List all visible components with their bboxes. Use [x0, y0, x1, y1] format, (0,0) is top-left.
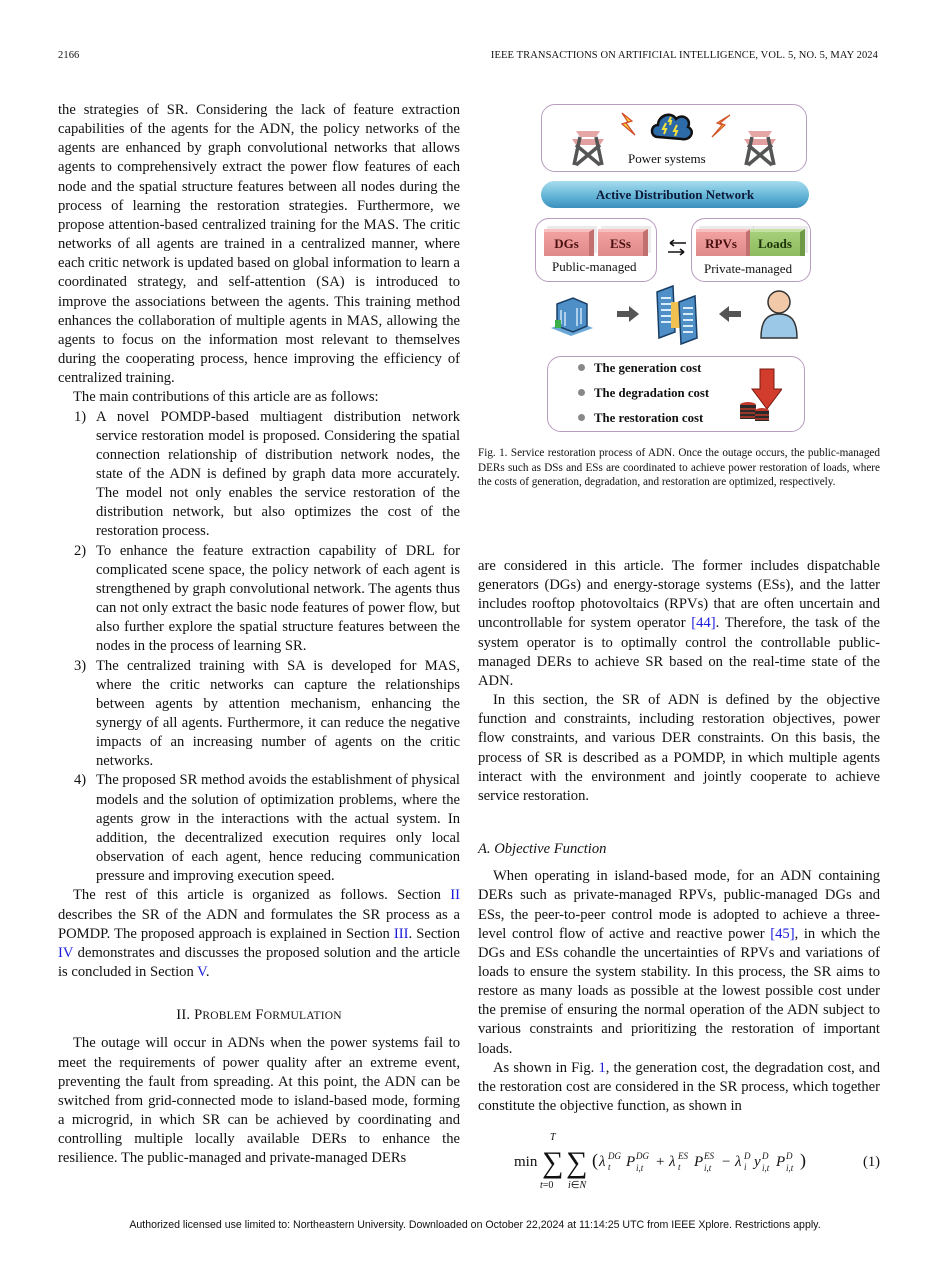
svg-text:D: D	[744, 1151, 751, 1161]
figure-1-link[interactable]: 1	[598, 1059, 606, 1076]
svg-text:P: P	[626, 1154, 636, 1170]
list-number: 4)	[74, 772, 87, 789]
equation-1	[478, 1128, 880, 1190]
objective-function-formula	[514, 1128, 844, 1192]
text: The generation cost	[594, 361, 702, 375]
svg-text:λ: λ	[669, 1154, 676, 1170]
text: .	[205, 964, 210, 981]
svg-text:i,t: i,t	[636, 1163, 644, 1173]
cost-item-generation	[578, 361, 701, 376]
contribution-item	[58, 408, 460, 542]
ess-block: ESs	[598, 229, 648, 256]
journal-header: IEEE TRANSACTIONS ON ARTIFICIAL INTELLIGENCE, VOL. 5, NO. 5, MAY 2024	[490, 50, 878, 61]
text: II. P	[176, 1007, 203, 1024]
list-number: 2)	[74, 542, 87, 559]
section-paragraph: The outage will occur in ADNs when the power systems fail to meet the requirements of power quality after an extreme event, preventing the fault from spreading. At this point, the ADN can be switched from grid-connected mode to island-based mode, forming a microgrid, in which SR can be achieved by coordinating and controlling multiple locally available DERs to enhance the resilience. The public-managed and private-managed DERs	[58, 1035, 460, 1167]
svg-text:i,t: i,t	[762, 1163, 770, 1173]
right-column	[478, 557, 880, 1116]
svg-text:(: (	[592, 1150, 598, 1170]
section-heading	[58, 1006, 460, 1026]
text: The rest of this article is organized as follows. Section	[73, 887, 451, 904]
text: . Section	[408, 925, 460, 942]
list-number: 3)	[74, 657, 87, 674]
intro-paragraph: the strategies of SR. Considering the lack of feature extraction capabilities of the agents for the ADN, the policy networks of the agents are enhanced by graph convolutional networks that allows agents to comprehensively extract the power flow features of each node and the spatial structure features between all nodes during the process of learning the restoration strategies. Furthermore, we propose attention-based centralized training for the MAS. The critic networks of all agents are trained in a centralized manner, where each critic network is updated based on global information to learn a coordinated strategy, and self-attention (SA) is introduced to improve the associations between the agents. This training method enhances the collaboration of multiple agents in MAS, allowing the agents to focus on the information most relevant to themselves during the cooperating process, hence improving the efficiency of centralized training.	[58, 102, 460, 387]
svg-text:∑: ∑	[566, 1146, 588, 1179]
svg-text:i∈N: i∈N	[568, 1180, 587, 1191]
data-center-icon	[651, 284, 703, 346]
svg-text:y: y	[754, 1154, 761, 1170]
contribution-text: To enhance the feature extraction capability of DRL for complicated scene space, the policy network of each agent is strengthened by graph convolutional network. The agents thus can not only extract the basic node features of power flow, but also further explore the spatial structure features between the nodes in the process of learning SR.	[96, 542, 460, 655]
svg-text:T: T	[550, 1132, 556, 1143]
contribution-text: The centralized training with SA is developed for MAS, where the critic networks can capture the relationships between agents by attention mechanism, enhancing the synergy of all agents. Furthermore, it can reduce the negative impacts of an increasing number of agents on the critic networks.	[96, 657, 460, 770]
text: ROBLEM	[202, 1010, 252, 1023]
contribution-text: The proposed SR method avoids the establishment of physical models and the solution of optimization problems, where the agents grow in the interactions with the actual system. In addition, the decentralized execution requires only local observation of each agent, hence reducing communication pressure and improving execution speed.	[96, 772, 460, 885]
section-iv-link[interactable]: IV	[58, 944, 74, 961]
right-paragraph-1	[478, 557, 880, 691]
power-systems-label: Power systems	[628, 151, 706, 166]
right-arrow-icon	[617, 306, 639, 322]
cost-down-coins-icon	[738, 367, 782, 423]
text: ORMULATION	[263, 1010, 342, 1023]
page-number: 2166	[58, 50, 80, 61]
contribution-text: A novel POMDP-based multiagent distribution network service restoration model is proposed. Considering the spatial connection relationship of distribution network nodes, the state of the ADN is defined by graph data more accurately. The model not only enables the service restoration of the distribution network, but also optimizes the cost of the restoration process.	[96, 408, 460, 540]
svg-text:DG: DG	[608, 1151, 621, 1161]
storm-cloud-icon	[650, 109, 694, 145]
bullet-icon	[578, 414, 585, 421]
dgs-block: DGs	[544, 229, 594, 256]
section-ii-link[interactable]: II	[450, 887, 460, 904]
svg-text:t=0: t=0	[540, 1180, 554, 1191]
svg-text:): )	[800, 1150, 806, 1170]
transmission-tower-icon	[740, 123, 780, 167]
contribution-item	[58, 542, 460, 657]
list-number: 1)	[74, 408, 87, 425]
svg-text:min: min	[514, 1154, 538, 1170]
subsection-title: A. Objective Function	[478, 841, 607, 858]
text: The degradation cost	[594, 386, 710, 400]
text: . Therefore, the task of the system operator is to optimally control the controllable public-managed DERs to achieve SR based on the real-time state of the ADN.	[478, 615, 880, 689]
power-systems-box	[541, 104, 807, 172]
exchange-arrows-icon	[666, 238, 688, 258]
svg-text:+: +	[656, 1154, 665, 1170]
bullet-icon	[578, 364, 585, 371]
svg-text:DG: DG	[636, 1151, 649, 1161]
svg-text:t: t	[608, 1162, 611, 1172]
svg-text:D: D	[786, 1151, 793, 1161]
svg-text:P: P	[694, 1154, 704, 1170]
figure-caption: Fig. 1. Service restoration process of ADN. Once the outage occurs, the public-managed DERs such as DSs and ESs are coordinated to achieve power restoration of loads, where the costs of generation, degradation, and restoration are optimized, respectively.	[478, 447, 880, 489]
svg-text:λ: λ	[599, 1154, 606, 1170]
public-managed-box	[535, 218, 657, 282]
text: The restoration cost	[594, 411, 704, 425]
left-arrow-icon	[719, 306, 741, 322]
building-icon	[547, 290, 597, 340]
bullet-icon	[578, 389, 585, 396]
svg-text:∑: ∑	[542, 1146, 564, 1179]
svg-text:λ: λ	[735, 1154, 742, 1170]
contributions-intro: The main contributions of this article are as follows:	[73, 389, 379, 406]
transmission-tower-icon	[568, 123, 608, 167]
public-managed-label: Public-managed	[552, 259, 637, 274]
license-footer: Authorized licensed use limited to: Northeastern University. Downloaded on October 22,2024 at 11:14:25 UTC from IEEE Xplore. Restrictions apply.	[129, 1219, 821, 1231]
svg-text:ES: ES	[678, 1151, 688, 1161]
text: describes the SR of the ADN and formulates the SR process as a POMDP. The proposed approach is explained in Section	[58, 906, 460, 942]
reference-44-link[interactable]: [44]	[691, 615, 716, 632]
contribution-item	[58, 657, 460, 772]
right-paragraph-4	[478, 1059, 880, 1116]
cost-item-degradation	[578, 386, 709, 401]
private-managed-box	[691, 218, 811, 282]
reference-45-link[interactable]: [45]	[770, 925, 795, 942]
organization-paragraph	[58, 886, 460, 982]
text: demonstrates and discusses the proposed solution and the article is concluded in Section	[58, 944, 460, 981]
section-v-link[interactable]: V	[197, 964, 206, 981]
text: F	[251, 1007, 264, 1024]
lightning-icon	[708, 113, 734, 139]
svg-text:D: D	[762, 1151, 769, 1161]
costs-box	[547, 356, 805, 432]
text: , in which the DGs and ESs cohandle the uncertainties of RPVs and variations of loads to ensure the system stability. In this process, the SR aims to restore as many loads as possible at the lowest possible cost under the premise of ensuring the normal operation of the ADN subject to various constraints and prioritizing the restoration of important loads.	[478, 925, 880, 1057]
text: are considered in this article. The former includes dispatchable generators (DGs) and energy-storage systems (ESs), and the latter includes rooftop photovoltaics (RPVs) that are often uncertain and uncontrollable for system operator	[478, 558, 880, 632]
loads-block: Loads	[750, 229, 805, 256]
lightning-icon	[618, 111, 638, 137]
rpvs-block: RPVs	[696, 229, 751, 256]
text: , the generation cost, the degradation cost, and the restoration cost are considered in the SR process, which together constitute the objective function, as shown in	[478, 1059, 880, 1115]
svg-text:i,t: i,t	[704, 1163, 712, 1173]
contribution-item	[58, 771, 460, 886]
left-column	[58, 101, 460, 1168]
contributions-list	[58, 408, 460, 887]
svg-text:P: P	[776, 1154, 786, 1170]
right-paragraph-2: In this section, the SR of ADN is defined by the objective function and constraints, including restoration objectives, power flow constraints, and various DER constraints. On this basis, the process of SR is described as a POMDP, in which multiple agents interact with the environment and jointly cooperate to achieve service restoration.	[478, 692, 880, 804]
text: When operating in island-based mode, for an ADN containing DERs such as private-managed RPVs, public-managed DGs and ESs, the peer-to-peer control mode is adopted to achieve a three-level control flow of active and reactive power	[478, 868, 880, 942]
svg-text:−: −	[722, 1154, 731, 1170]
adn-banner: Active Distribution Network	[541, 181, 809, 208]
right-paragraph-3	[478, 867, 880, 1059]
private-managed-label: Private-managed	[704, 261, 793, 276]
svg-text:i: i	[744, 1162, 747, 1172]
equation-number: (1)	[862, 1154, 880, 1170]
svg-text:i,t: i,t	[786, 1163, 794, 1173]
svg-text:t: t	[678, 1162, 681, 1172]
svg-text:ES: ES	[704, 1151, 714, 1161]
cost-item-restoration	[578, 411, 703, 426]
section-iii-link[interactable]: III	[393, 925, 409, 942]
text: As shown in Fig.	[493, 1059, 599, 1076]
user-icon	[759, 288, 799, 340]
figure-1	[533, 104, 817, 434]
